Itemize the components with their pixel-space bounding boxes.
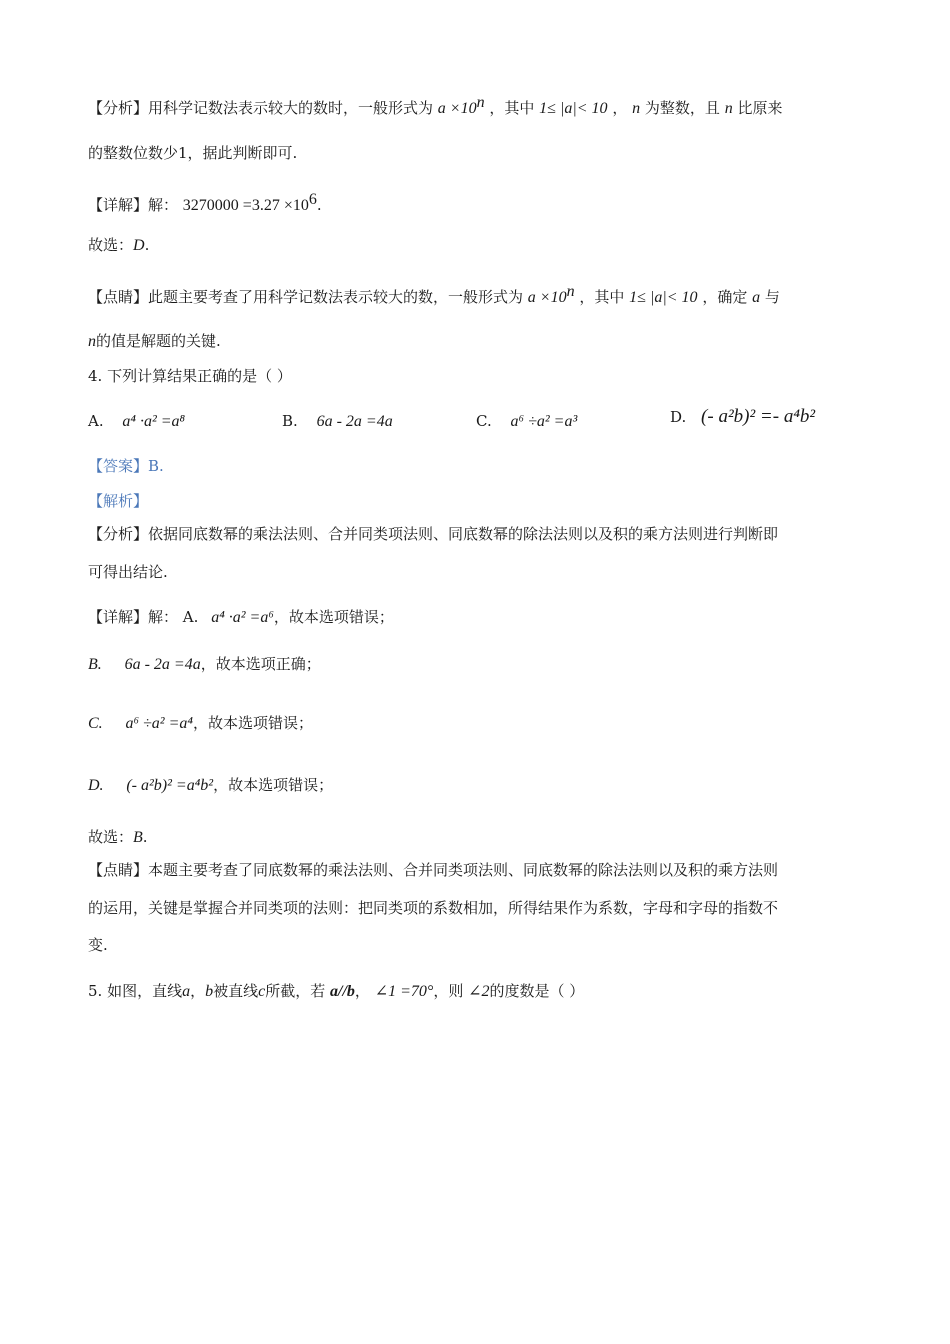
parallel-condition: a//b <box>330 983 355 1000</box>
angle-2: ∠2 <box>468 983 490 1000</box>
detail-d-verdict: ，故本选项错误； <box>213 776 334 794</box>
q3-analysis-continuation: 的整数位数少1，据此判断即可. <box>88 144 298 162</box>
option-a-label: A. <box>88 412 104 430</box>
option-a <box>88 410 185 433</box>
sci-notation-formula: a ×10 <box>437 100 477 117</box>
q4-detail-label: 【详解】解： <box>88 608 179 626</box>
answer-label: 【答案】B. <box>88 457 164 475</box>
comment-exponent: n <box>566 283 575 300</box>
q3-analysis-text-2: ，其中 <box>489 99 535 117</box>
q3-detail-line <box>88 189 322 217</box>
q4-choice-line <box>88 826 148 849</box>
comment-text-4: 与 <box>764 288 780 306</box>
comment-var-n: n <box>88 333 96 350</box>
detail-c-label: C. <box>88 715 103 732</box>
q5-var-c: c <box>258 983 266 1000</box>
q4-analysis-line-2: 可得出结论. <box>88 563 168 581</box>
q4-comment-line-1: 【点睛】本题主要考查了同底数幂的乘法法则、合并同类项法则、同底数幂的除法法则以及积的乘方法则 <box>88 861 779 879</box>
var-n-2: n <box>724 100 733 117</box>
detail-equation: 3270000 =3.27 ×10 <box>182 197 309 214</box>
detail-a-verdict: ，故本选项错误； <box>273 608 394 626</box>
choice-end: . <box>144 236 150 254</box>
q3-analysis-text-4: 为整数，且 <box>644 99 720 117</box>
comment-cont-text: 的值是解题的关键. <box>96 332 221 350</box>
q4-detail-c <box>88 712 313 735</box>
option-b <box>282 410 393 433</box>
detail-b-expr: 6a - 2a =4a <box>124 656 201 673</box>
option-c-expr: a⁶ ÷a² =a³ <box>510 413 578 430</box>
q3-analysis-text: 【分析】用科学记数法表示较大的数时，一般形式为 <box>88 99 434 117</box>
q5-stem <box>88 980 584 1003</box>
q4-choice-end: . <box>142 828 148 846</box>
q3-choice-line <box>88 234 149 257</box>
detail-d-label: D. <box>88 777 104 794</box>
angle-1-condition: ∠1 =70° <box>374 983 434 1000</box>
comment-text: 【点睛】此题主要考查了用科学记数法表示较大的数，一般形式为 <box>88 288 524 306</box>
q3-comment-continuation <box>88 330 221 353</box>
q3-analysis-text-3: ， <box>612 99 628 117</box>
option-d-expr: (- a²b)² =- a⁴b² <box>701 406 816 427</box>
detail-d-expr: (- a²b)² =a⁴b² <box>126 777 214 794</box>
q4-comment-line-2: 的运用，关键是掌握合并同类项的法则：把同类项的系数相加，所得结果作为系数，字母和字母的指数不 <box>88 899 779 917</box>
q5-text-3: 被直线 <box>213 982 259 1000</box>
q4-analysis-line-1: 【分析】依据同底数幂的乘法法则、合并同类项法则、同底数幂的除法法则以及积的乘方法则进行判断即 <box>88 525 779 543</box>
q4-choice-value: B <box>133 829 143 846</box>
q5-text-6: ，则 <box>433 982 464 1000</box>
formula-exponent: n <box>476 94 485 111</box>
q5-var-a: a <box>182 983 191 1000</box>
q4-comment-line-3: 变. <box>88 936 108 954</box>
comment-var-a: a <box>752 289 761 306</box>
q5-text-5: ， <box>354 982 370 1000</box>
detail-exponent: 6 <box>308 191 317 208</box>
q3-analysis-line <box>88 92 783 120</box>
option-d <box>670 406 815 428</box>
q3-comment-line <box>88 281 780 309</box>
q4-detail-d <box>88 774 333 797</box>
q5-text-4: 所截，若 <box>265 982 326 1000</box>
detail-b-verdict: ，故本选项正确； <box>200 655 321 673</box>
q4-stem: 4. 下列计算结果正确的是（ ） <box>88 367 292 385</box>
choice-value: D <box>133 237 145 254</box>
option-a-expr: a⁴ ·a² =a⁸ <box>122 413 186 430</box>
q5-text-2: ， <box>190 982 206 1000</box>
option-c-label: C. <box>476 412 492 430</box>
q4-detail-b <box>88 653 321 676</box>
detail-label: 【详解】解： <box>88 196 179 214</box>
var-n: n <box>632 100 641 117</box>
comment-range: 1≤ |a|< 10 <box>629 289 698 306</box>
option-b-expr: 6a - 2a =4a <box>316 413 393 430</box>
comment-text-3: ，确定 <box>702 288 748 306</box>
detail-a-expr: a⁴ ·a² =a⁶ <box>211 609 274 626</box>
q4-choice-label: 故选： <box>88 828 134 846</box>
q5-var-b: b <box>205 983 214 1000</box>
option-d-label: D. <box>670 408 687 426</box>
detail-c-verdict: ，故本选项错误； <box>192 714 313 732</box>
option-c <box>476 410 577 433</box>
option-b-label: B. <box>282 412 298 430</box>
q5-text-1: 5. 如图，直线 <box>88 982 183 1000</box>
choice-label: 故选： <box>88 236 134 254</box>
detail-c-expr: a⁶ ÷a² =a⁴ <box>125 715 193 732</box>
detail-a-label: A. <box>182 608 199 626</box>
q3-analysis-text-5: 比原来 <box>737 99 783 117</box>
detail-b-label: B. <box>88 656 102 673</box>
q4-detail-a <box>88 606 394 629</box>
analysis-heading: 【解析】 <box>88 492 149 510</box>
comment-formula: a ×10 <box>527 289 567 306</box>
range-condition: 1≤ |a|< 10 <box>539 100 608 117</box>
detail-end: . <box>316 196 322 214</box>
comment-text-2: ，其中 <box>579 288 625 306</box>
q5-text-7: 的度数是（ ） <box>489 982 585 1000</box>
